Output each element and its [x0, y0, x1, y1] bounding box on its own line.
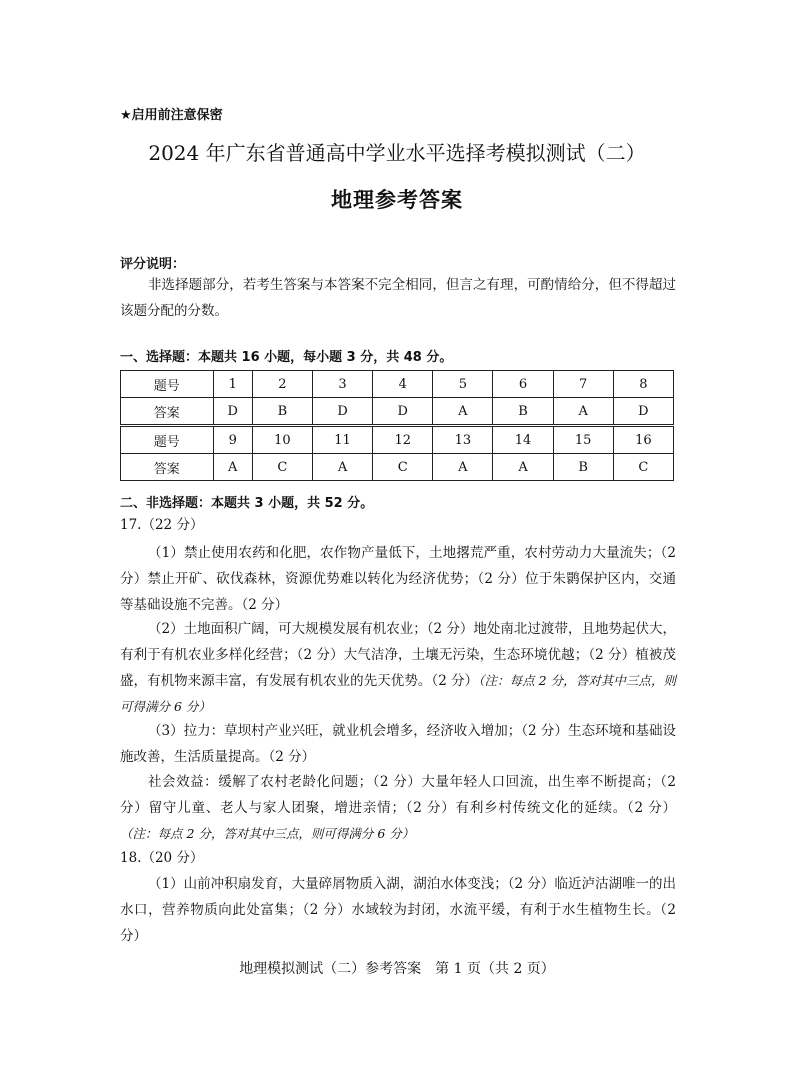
table-cell: C	[613, 454, 673, 481]
question-17-label: 17.（22 分）	[120, 517, 204, 533]
table-cell: 15	[553, 426, 613, 454]
part1-heading: 一、选择题：本题共 16 小题，每小题 3 分，共 48 分。	[120, 350, 453, 365]
scoring-text: 非选择题部分，若考生答案与本答案不完全相同，但言之有理，可酌情给分，但不得超过该题分配的分数。	[120, 277, 676, 319]
scoring-heading: 评分说明：	[120, 257, 186, 272]
table-cell: 答案	[121, 454, 214, 481]
question-18-label: 18.（20 分）	[120, 850, 204, 866]
table-cell: 14	[493, 426, 553, 454]
table-cell: A	[433, 454, 493, 481]
table-row	[121, 398, 674, 426]
confidential-mark: ★启用前注意保密	[120, 108, 223, 123]
table-cell: D	[213, 398, 252, 426]
table-cell: A	[312, 454, 372, 481]
answer-table	[120, 370, 674, 481]
exam-title: 2024 年广东省普通高中学业水平选择考模拟测试（二）	[148, 141, 646, 165]
table-cell: 题号	[121, 426, 214, 454]
question-17-answer-1: （1）禁止使用农药和化肥，农作物产量低下，土地撂荒严重，农村劳动力大量流失；（2 分）禁止开矿、砍伐森林，资源优势难以转化为经济优势；（2 分）位于朱鹮保护区内，交通等基础设施不完善。（2 分）	[120, 545, 676, 613]
table-cell: 7	[553, 371, 613, 398]
table-cell: 3	[312, 371, 372, 398]
scoring-note: （注：每点 2 分，答对其中三点，则可得满分 6 分）	[120, 673, 676, 714]
table-cell: C	[373, 454, 433, 481]
answer-text: （2）土地面积广阔，可大规模发展有机农业；（2 分）地处南北过渡带，且地势起伏大，有利于有机农业多样化经营；（2 分）大气洁净，土壤无污染，生态环境优越；（2 分）植被茂盛，有机物来源丰富，有发展有机农业的先天优势。（2 分）	[120, 621, 676, 689]
table-row	[121, 371, 674, 398]
table-cell: B	[553, 454, 613, 481]
table-cell: 2	[252, 371, 312, 398]
table-cell: D	[613, 398, 673, 426]
question-18-answer-1: （1）山前冲积扇发育，大量碎屑物质入湖，湖泊水体变浅；（2 分）临近泸沽湖唯一的出水口，营养物质向此处富集；（2 分）水域较为封闭，水流平缓，有利于水生植物生长。（2 分）	[120, 876, 676, 944]
table-cell: A	[433, 398, 493, 426]
table-cell: 1	[213, 371, 252, 398]
table-cell: 答案	[121, 398, 214, 426]
question-17-answer-3: （3）拉力：草坝村产业兴旺，就业机会增多，经济收入增加；（2 分）生态环境和基础设施改善，生活质量提高。（2 分）	[120, 723, 676, 765]
answer-text: 社会效益：缓解了农村老龄化问题；（2 分）大量年轻人口回流，出生率不断提高；（2 分）留守儿童、老人与家人团聚，增进亲情；（2 分）有利乡村传统文化的延续。（2 分）	[120, 774, 676, 816]
table-cell: 10	[252, 426, 312, 454]
table-cell: B	[252, 398, 312, 426]
table-cell: 16	[613, 426, 673, 454]
table-row	[121, 426, 674, 454]
table-cell: 11	[312, 426, 372, 454]
table-cell: A	[493, 454, 553, 481]
scoring-note: （注：每点 2 分，答对其中三点，则可得满分 6 分）	[120, 826, 415, 841]
table-cell: 8	[613, 371, 673, 398]
table-cell: 4	[373, 371, 433, 398]
table-cell: 6	[493, 371, 553, 398]
table-cell: 13	[433, 426, 493, 454]
table-cell: D	[373, 398, 433, 426]
table-cell: D	[312, 398, 372, 426]
table-cell: 12	[373, 426, 433, 454]
document-subtitle: 地理参考答案	[331, 188, 463, 212]
question-17-answer-2	[120, 616, 676, 720]
table-cell: 5	[433, 371, 493, 398]
part2-heading: 二、非选择题：本题共 3 小题，共 52 分。	[120, 496, 374, 511]
table-cell: C	[252, 454, 312, 481]
table-cell: 9	[213, 426, 252, 454]
table-cell: 题号	[121, 371, 214, 398]
table-cell: A	[213, 454, 252, 481]
table-cell: B	[493, 398, 553, 426]
question-17-social-benefit	[120, 769, 676, 847]
table-cell: A	[553, 398, 613, 426]
page-footer: 地理模拟测试（二）参考答案 第 1 页（共 2 页）	[239, 961, 555, 977]
table-row	[121, 454, 674, 481]
